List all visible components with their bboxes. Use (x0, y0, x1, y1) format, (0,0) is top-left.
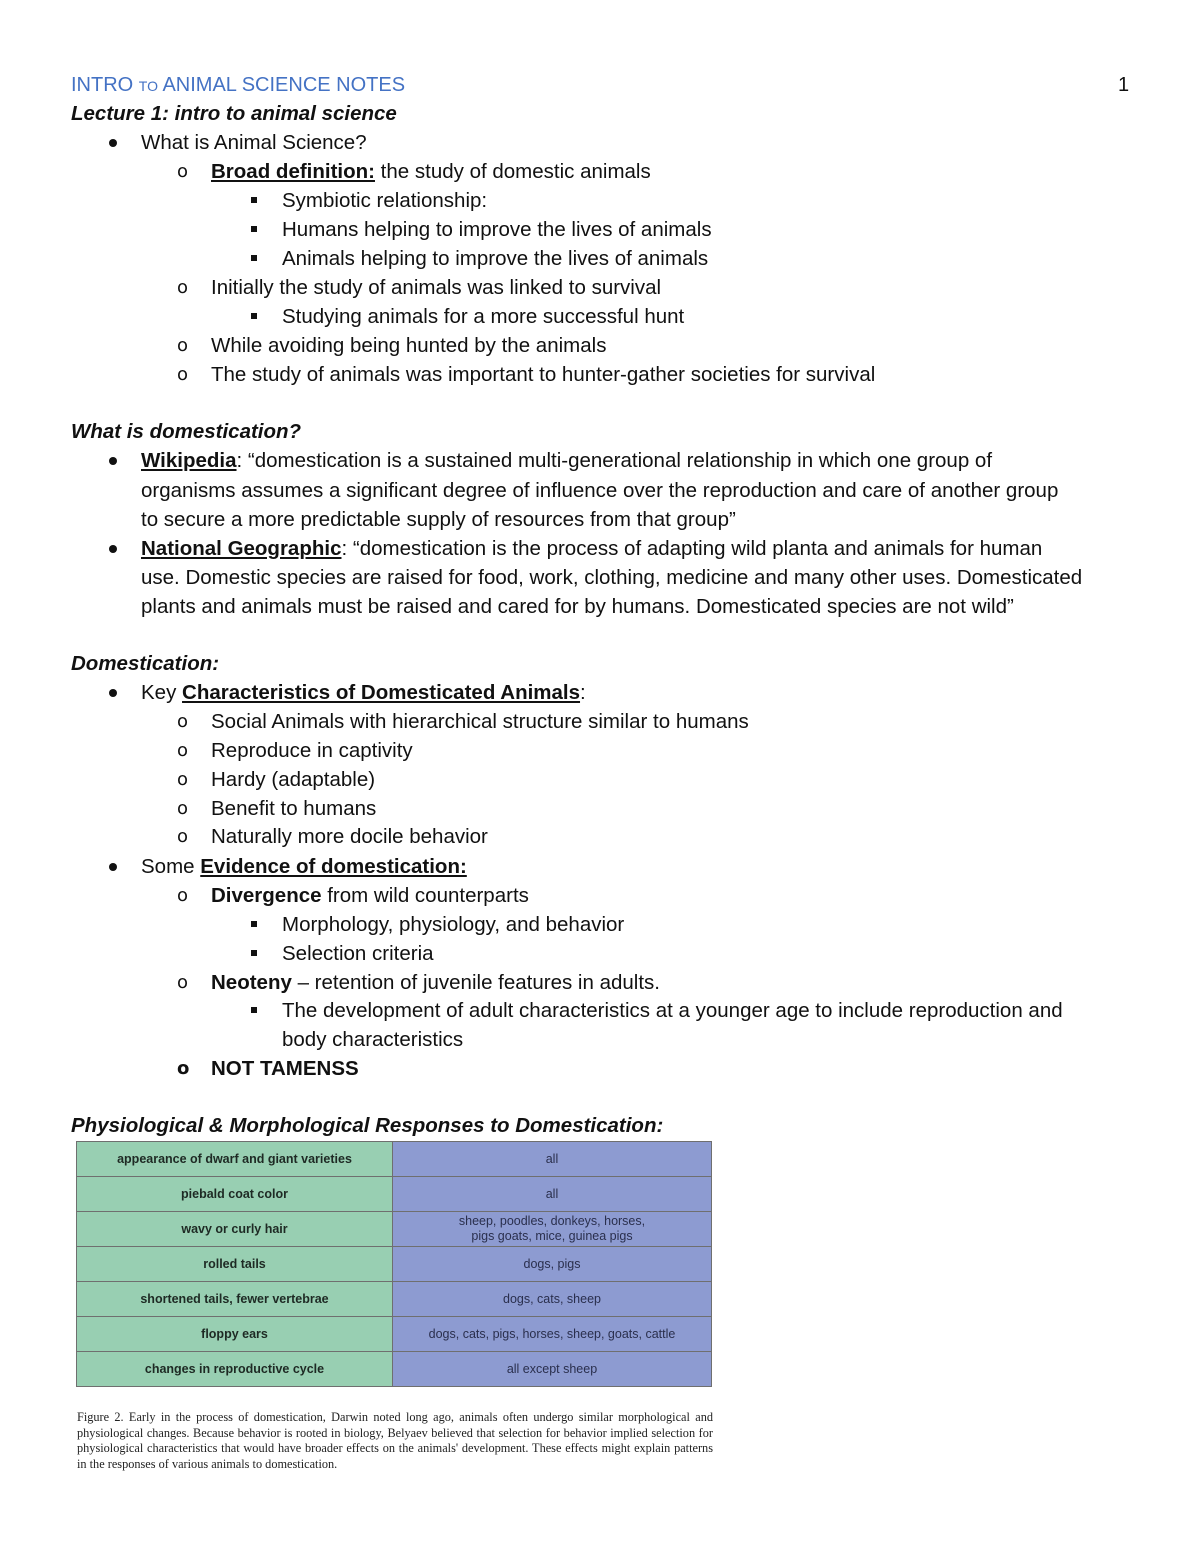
page-number: 1 (1118, 74, 1130, 96)
table-row (77, 1247, 712, 1282)
table-row (77, 1212, 712, 1247)
species-cell: dogs, pigs (393, 1247, 712, 1282)
table-row (77, 1317, 712, 1352)
list-item: o Neoteny – retention of juvenile features in adults. (211, 971, 660, 995)
list-item: o The study of animals was important to hunter-gather societies for survival (211, 363, 875, 387)
list-item-continuation: body characteristics (282, 1028, 464, 1051)
species-cell: sheep, poodles, donkeys, horses, pigs goats, mice, guinea pigs (393, 1212, 712, 1247)
trait-cell: changes in reproductive cycle (77, 1352, 393, 1387)
list-item-continuation: organisms assumes a significant degree of influence over the reproduction and care of another group (141, 479, 1059, 502)
species-cell: dogs, cats, sheep (393, 1282, 712, 1317)
list-item: o Benefit to humans (211, 797, 376, 821)
trait-cell: appearance of dwarf and giant varieties (77, 1142, 393, 1177)
section-heading: What is domestication? (71, 420, 302, 443)
table-row (77, 1177, 712, 1212)
list-item: Selection criteria (282, 942, 434, 965)
trait-cell: shortened tails, fewer vertebrae (77, 1282, 393, 1317)
list-item: Wikipedia: “domestication is a sustained multi-generational relationship in which one group of (141, 449, 993, 472)
trait-cell: rolled tails (77, 1247, 393, 1282)
list-item: o Divergence from wild counterparts (211, 884, 529, 908)
document-title: INTRO TO ANIMAL SCIENCE NOTES (71, 74, 406, 96)
species-cell: all except sheep (393, 1352, 712, 1387)
list-item: o Naturally more docile behavior (211, 825, 488, 849)
list-item: Key Characteristics of Domesticated Animals: (141, 681, 586, 704)
list-item: Humans helping to improve the lives of animals (282, 218, 712, 241)
figure-caption: Figure 2. Early in the process of domestication, Darwin noted long ago, animals often undergo similar morphological and physiological changes. Because behavior is rooted in biology, Belyaev believed that selection for behavior implied selection for physiological characteristics that would have broader effects on the animals' development. These effects might explain patterns in the responses of various animals to domestication. (77, 1410, 713, 1471)
list-item: o Reproduce in captivity (211, 739, 413, 763)
section-heading: Physiological & Morphological Responses to Domestication: (71, 1114, 664, 1137)
section-heading: Domestication: (71, 652, 220, 675)
list-item: o Initially the study of animals was linked to survival (211, 276, 661, 300)
list-item: Symbiotic relationship: (282, 189, 488, 212)
trait-cell: wavy or curly hair (77, 1212, 393, 1247)
list-item: What is Animal Science? (141, 131, 367, 154)
list-item: o Broad definition: the study of domestic animals (211, 160, 651, 184)
list-item-continuation: use. Domestic species are raised for food, work, clothing, medicine and many other uses. Domesticated (141, 566, 1083, 589)
list-item-continuation: plants and animals must be raised and cared for by humans. Domesticated species are not wild” (141, 595, 1014, 618)
trait-cell: piebald coat color (77, 1177, 393, 1212)
list-item-continuation: to secure a more predictable supply of resources from that group” (141, 508, 736, 531)
species-cell: all (393, 1142, 712, 1177)
list-item: o Social Animals with hierarchical structure similar to humans (211, 710, 749, 734)
table-row (77, 1142, 712, 1177)
list-item: Morphology, physiology, and behavior (282, 913, 625, 936)
lecture-heading: Lecture 1: intro to animal science (71, 102, 397, 125)
list-item: o NOT TAMENSS (211, 1057, 359, 1081)
species-cell: dogs, cats, pigs, horses, sheep, goats, cattle (393, 1317, 712, 1352)
list-item: Some Evidence of domestication: (141, 855, 467, 878)
table-row (77, 1282, 712, 1317)
trait-cell: floppy ears (77, 1317, 393, 1352)
list-item: The development of adult characteristics at a younger age to include reproduction and (282, 999, 1063, 1022)
list-item: o Hardy (adaptable) (211, 768, 375, 792)
list-item: Animals helping to improve the lives of animals (282, 247, 709, 270)
list-item: Studying animals for a more successful hunt (282, 305, 685, 328)
list-item: o While avoiding being hunted by the animals (211, 334, 606, 358)
domestication-responses-table (76, 1141, 712, 1387)
table-row (77, 1352, 712, 1387)
species-cell: all (393, 1177, 712, 1212)
list-item: National Geographic: “domestication is the process of adapting wild planta and animals for human (141, 537, 1043, 560)
